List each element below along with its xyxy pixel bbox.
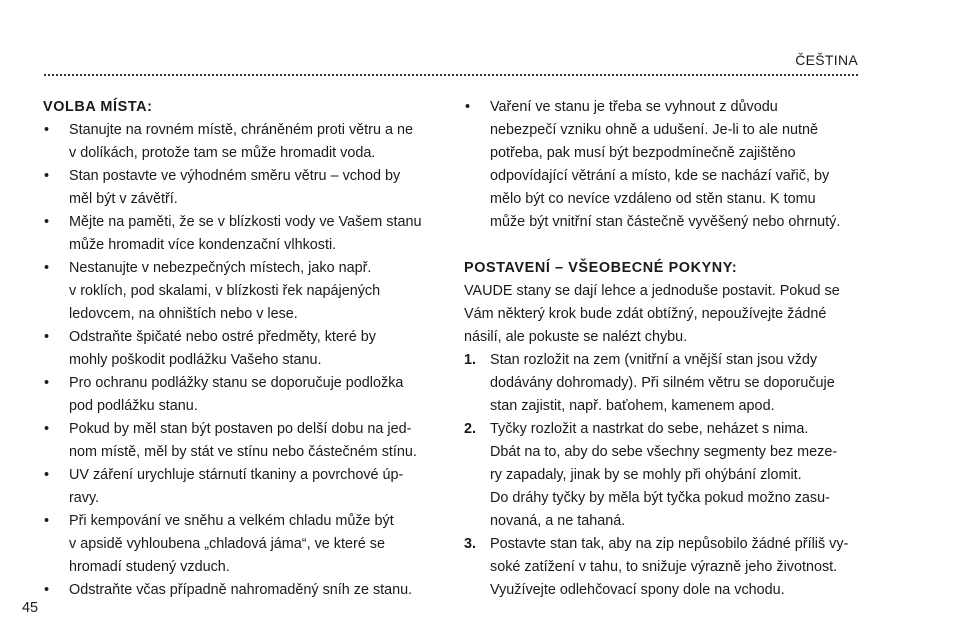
text-line: Vám některý krok bude zdát obtížný, nepoužívejte žádné — [464, 306, 827, 322]
left-column — [43, 96, 443, 602]
text-line: ledovcem, na ohništích nebo v lese. — [69, 306, 298, 322]
text-line: mělo být co nevíce vzdáleno od stěn stanu. K tomu — [490, 191, 816, 207]
bullet-icon: • — [44, 329, 50, 345]
text-line: Tyčky rozložit a nastrkat do sebe, neházet s nima. — [490, 421, 809, 437]
text-line: může hromadit více kondenzační vlhkosti. — [69, 237, 337, 253]
list-item — [43, 372, 443, 418]
site-selection-list — [43, 119, 443, 602]
text-line: Stanujte na rovném místě, chráněném proti větru a ne — [69, 122, 413, 138]
list-item — [43, 165, 443, 211]
section-heading-pitching: POSTAVENÍ – VŠEOBECNÉ POKYNY: — [464, 260, 738, 276]
text-line: novaná, a ne tahaná. — [490, 513, 626, 529]
step-item — [464, 533, 864, 602]
cooking-warning-list — [464, 96, 864, 234]
text-line: Pro ochranu podlážky stanu se doporučuje podložka — [69, 375, 404, 391]
text-line: stan zajistit, např. baťohem, kamenem apod. — [490, 398, 775, 414]
list-item — [464, 96, 864, 234]
list-item — [43, 510, 443, 579]
text-line: ry zapadaly, jinak by se mohly při ohýbání zlomit. — [490, 467, 802, 483]
text-line: Mějte na paměti, že se v blízkosti vody ve Vašem stanu — [69, 214, 422, 230]
list-item — [43, 464, 443, 510]
list-item — [43, 326, 443, 372]
dotted-divider — [44, 74, 858, 76]
bullet-icon: • — [44, 122, 50, 138]
text-line: násilí, ale pokuste se nalézt chybu. — [464, 329, 688, 345]
section-spacer — [464, 234, 864, 257]
text-line: Vaření ve stanu je třeba se vyhnout z důvodu — [490, 99, 778, 115]
language-label: ČEŠTINA — [795, 52, 858, 68]
text-line: ravy. — [69, 490, 100, 506]
text-line: v apsidě vyhloubena „chladová jáma“, ve které se — [69, 536, 385, 552]
bullet-icon: • — [44, 260, 50, 276]
text-line: Do dráhy tyčky by měla být tyčka pokud možno zasu- — [490, 490, 830, 506]
text-line: soké zatížení v tahu, to snižuje výrazně jeho životnost. — [490, 559, 838, 575]
bullet-icon: • — [44, 214, 50, 230]
list-item — [43, 579, 443, 602]
bullet-icon: • — [44, 421, 50, 437]
text-line: VAUDE stany se dají lehce a jednoduše postavit. Pokud se — [464, 283, 840, 299]
step-item — [464, 349, 864, 418]
text-line: Stan postavte ve výhodném směru větru – vchod by — [69, 168, 401, 184]
list-item — [43, 211, 443, 257]
text-line: nom místě, měl by stát ve stínu nebo částečném stínu. — [69, 444, 417, 460]
text-line: Stan rozložit na zem (vnitřní a vnější stan jsou vždy — [490, 352, 818, 368]
bullet-icon: • — [44, 582, 50, 598]
text-line: nebezpečí vzniku ohně a udušení. Je-li to ale nutně — [490, 122, 819, 138]
text-line: Při kempování ve sněhu a velkém chladu může být — [69, 513, 394, 529]
text-line: dodávány dohromady). Při silném větru se doporučuje — [490, 375, 835, 391]
step-item — [464, 418, 864, 533]
text-line: Pokud by měl stan být postaven po delší dobu na jed- — [69, 421, 412, 437]
text-line: v roklích, pod skalami, v blízkosti řek napájených — [69, 283, 381, 299]
text-line: Postavte stan tak, aby na zip nepůsobilo žádné příliš vy- — [490, 536, 849, 552]
bullet-icon: • — [465, 99, 471, 115]
right-column — [464, 96, 864, 602]
text-line: odpovídající větrání a místo, kde se nachází vařič, by — [490, 168, 830, 184]
bullet-icon: • — [44, 375, 50, 391]
text-line: v dolíkách, protože tam se může hromadit voda. — [69, 145, 376, 161]
text-line: mohly poškodit podlážku Vašeho stanu. — [69, 352, 322, 368]
text-line: hromadí studený vzduch. — [69, 559, 230, 575]
bullet-icon: • — [44, 168, 50, 184]
text-line: Odstraňte špičaté nebo ostré předměty, které by — [69, 329, 376, 345]
text-line: měl být v závětří. — [69, 191, 178, 207]
text-line: může být vnitřní stan částečně vyvěšený nebo ohrnutý. — [490, 214, 841, 230]
text-line: Nestanujte v nebezpečných místech, jako např. — [69, 260, 372, 276]
step-number: 3. — [464, 536, 477, 552]
pitching-intro-paragraph — [464, 280, 864, 349]
text-line: Dbát na to, aby do sebe všechny segmenty bez meze- — [490, 444, 838, 460]
text-line: pod podlážku stanu. — [69, 398, 198, 414]
step-number: 1. — [464, 352, 477, 368]
text-line: Odstraňte včas případně nahromaděný sníh ze stanu. — [69, 582, 413, 598]
text-line: UV záření urychluje stárnutí tkaniny a povrchové úp- — [69, 467, 404, 483]
text-line: Využívejte odlehčovací spony dole na vchodu. — [490, 582, 785, 598]
pitching-steps-list — [464, 349, 864, 602]
text-line: potřeba, pak musí být bezpodmínečně zajištěno — [490, 145, 796, 161]
list-item — [43, 119, 443, 165]
list-item — [43, 418, 443, 464]
page-number: 45 — [22, 600, 39, 616]
step-number: 2. — [464, 421, 477, 437]
bullet-icon: • — [44, 513, 50, 529]
section-heading-site-selection: VOLBA MÍSTA: — [43, 99, 153, 115]
list-item — [43, 257, 443, 326]
bullet-icon: • — [44, 467, 50, 483]
